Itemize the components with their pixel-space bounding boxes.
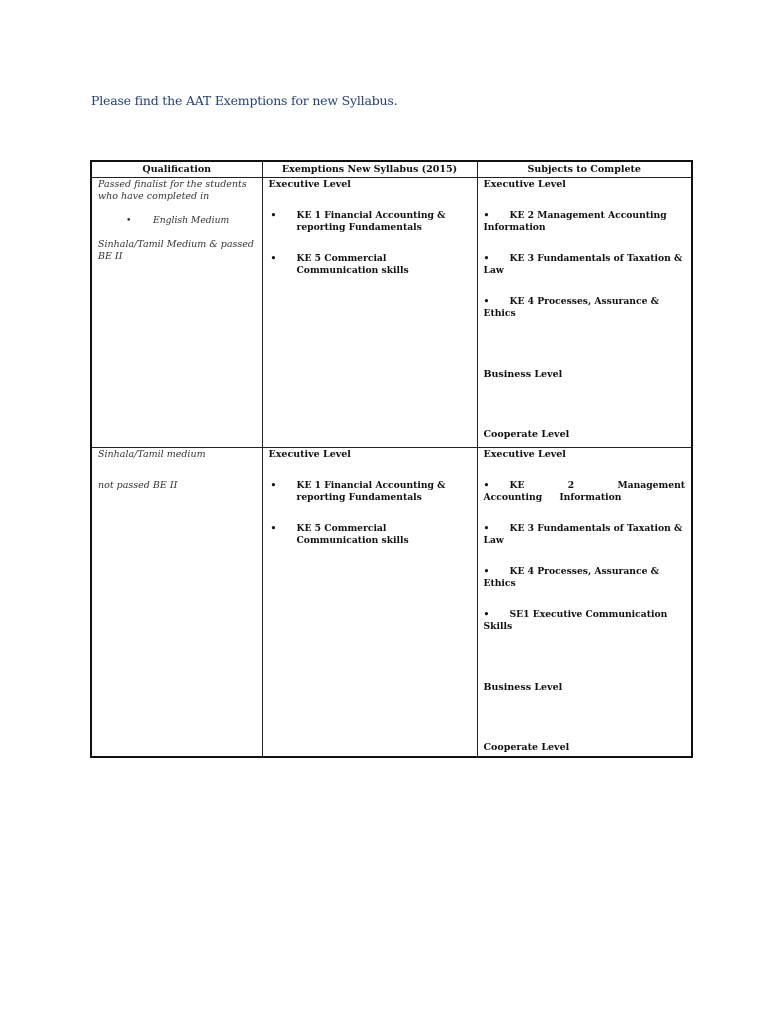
list-item-text: KE 2 Management Accounting Information (483, 210, 667, 233)
qualification-intro: Passed finalist for the students who have completed in (98, 179, 247, 202)
bullet-icon: • (483, 523, 490, 534)
table-row (91, 178, 692, 448)
page-title: Please find the AAT Exemptions for new Syllabus. (91, 93, 398, 108)
list-item (269, 253, 471, 277)
list-item (484, 296, 686, 320)
subjects-cell (477, 178, 692, 448)
list-item (269, 210, 471, 234)
list-item-text: KE 5 Commercial Communication skills (296, 253, 409, 276)
list-item-text: KE 2 Management Accounting Information (483, 480, 685, 503)
bullet-icon: • (270, 253, 277, 264)
qualification-line: Sinhala/Tamil medium (98, 449, 206, 460)
list-item (484, 609, 686, 633)
list-item-text: KE 3 Fundamentals of Taxation & Law (483, 523, 683, 546)
level-label: Executive Level (268, 449, 351, 460)
list-item-text: KE 1 Financial Accounting & reporting Fundamentals (296, 210, 446, 233)
level-label: Executive Level (483, 179, 566, 190)
bullet-icon: • (483, 210, 490, 221)
bullet-icon: • (483, 566, 490, 577)
cooperate-level-label: Cooperate Level (483, 742, 570, 753)
list-item (484, 566, 686, 590)
business-level-label: Business Level (483, 682, 563, 693)
bullet-icon: • (126, 215, 132, 226)
list-item (484, 480, 686, 504)
list-item (484, 523, 686, 547)
header-qualification: Qualification (91, 161, 262, 178)
exemptions-cell (262, 178, 477, 448)
list-item-text: KE 1 Financial Accounting & reporting Fundamentals (296, 480, 446, 503)
list-item (269, 523, 471, 547)
business-level-label: Business Level (483, 369, 563, 380)
bullet-icon: • (483, 609, 490, 620)
bullet-icon: • (270, 210, 277, 221)
subjects-cell (477, 448, 692, 758)
list-item-text: English Medium (153, 215, 230, 226)
qualification-cell (91, 448, 262, 758)
list-item (98, 215, 256, 227)
bullet-icon: • (270, 523, 277, 534)
qualification-cell (91, 178, 262, 448)
table-row (91, 448, 692, 758)
list-item-text: KE 4 Processes, Assurance & Ethics (483, 566, 659, 589)
list-item (269, 480, 471, 504)
list-item-text: KE 4 Processes, Assurance & Ethics (483, 296, 659, 319)
exemptions-cell (262, 448, 477, 758)
cooperate-level-label: Cooperate Level (483, 429, 570, 440)
list-item-text: KE 3 Fundamentals of Taxation & Law (483, 253, 683, 276)
list-item (484, 210, 686, 234)
list-item-text: SE1 Executive Communication Skills (483, 609, 668, 632)
level-label: Executive Level (483, 449, 566, 460)
bullet-icon: • (483, 480, 490, 491)
bullet-icon: • (483, 296, 490, 307)
table-header-row (91, 161, 692, 178)
header-exemptions: Exemptions New Syllabus (2015) (262, 161, 477, 178)
qualification-line: not passed BE II (98, 480, 178, 491)
exemptions-table (90, 160, 693, 758)
bullet-icon: • (270, 480, 277, 491)
bullet-icon: • (483, 253, 490, 264)
level-label: Executive Level (268, 179, 351, 190)
header-subjects: Subjects to Complete (477, 161, 692, 178)
qualification-tail: Sinhala/Tamil Medium & passed BE II (98, 239, 255, 262)
list-item-text: KE 5 Commercial Communication skills (296, 523, 409, 546)
list-item (484, 253, 686, 277)
